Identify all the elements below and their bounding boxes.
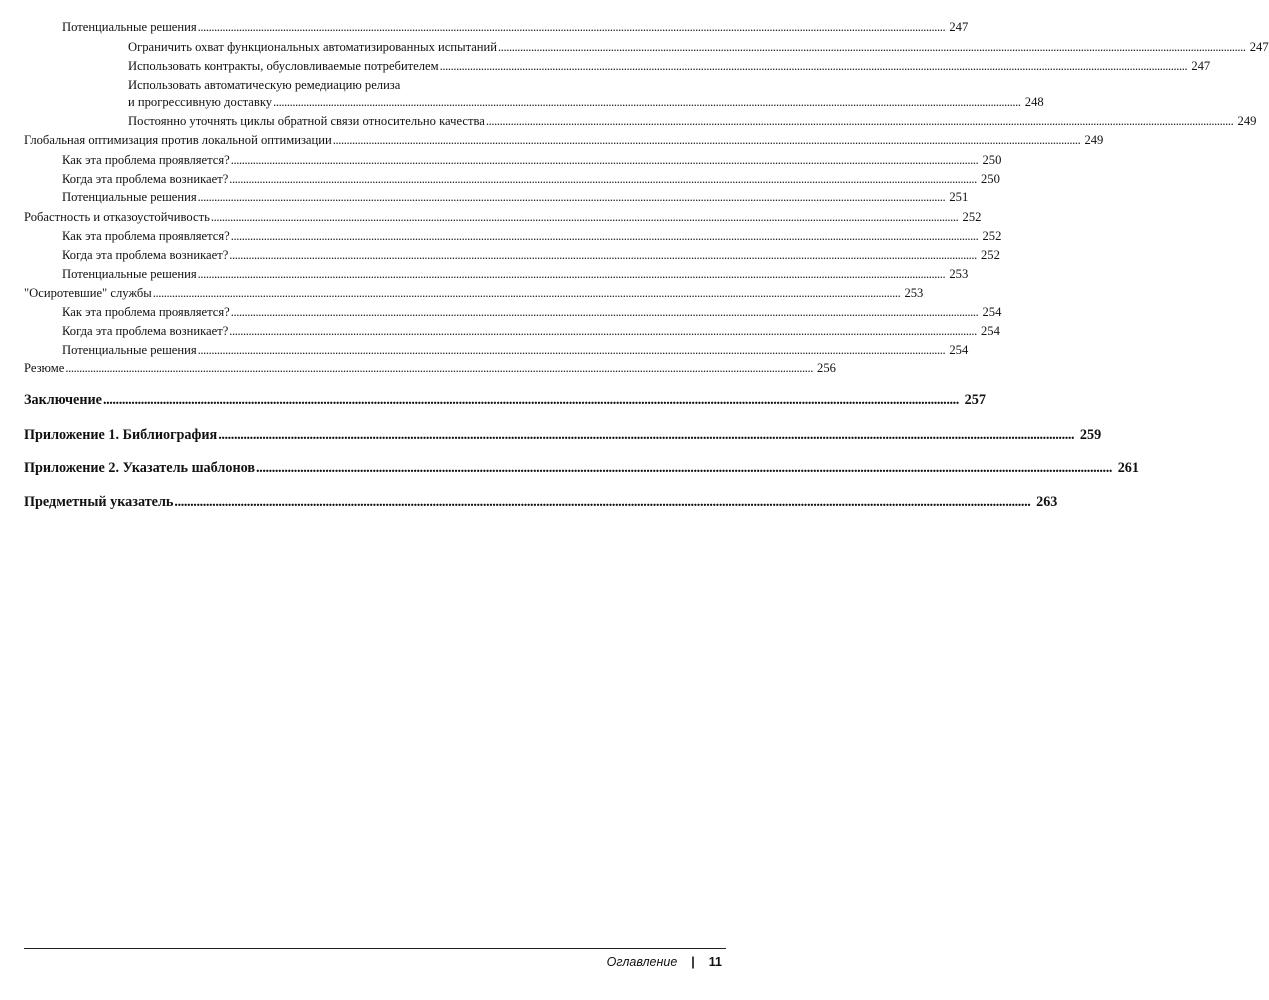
toc-entry — [24, 132, 1104, 148]
toc-entry-page: 250 — [980, 172, 1000, 186]
toc-entry — [24, 209, 982, 225]
toc-entry — [62, 323, 1000, 339]
toc-entry-title-line: Использовать автоматическую ремедиацию релиза — [128, 78, 401, 92]
leader-dots — [231, 152, 979, 168]
toc-entry-title: Потенциальные решения — [62, 343, 197, 357]
leader-dots — [229, 171, 977, 187]
leader-dots — [198, 19, 946, 35]
toc-entry-page: 254 — [982, 305, 1002, 319]
toc-entry-title: Робастность и отказоустойчивость — [24, 210, 210, 224]
leader-dots — [333, 132, 1081, 148]
leader-dots — [103, 391, 959, 409]
toc-entry-page: 252 — [980, 248, 1000, 262]
leader-dots — [198, 342, 946, 358]
toc-entry-page: 259 — [1079, 427, 1102, 443]
leader-dots — [256, 459, 1112, 477]
toc-entry-title: Потенциальные решения — [62, 267, 197, 281]
toc-entry-page: 249 — [1237, 114, 1257, 128]
toc-entry — [62, 19, 969, 35]
toc-entry-page: 253 — [949, 267, 969, 281]
toc-entry-page: 254 — [949, 343, 969, 357]
leader-dots — [211, 209, 959, 225]
toc-entry — [128, 113, 1257, 129]
toc-entry-page: 254 — [980, 324, 1000, 338]
toc-entry-title: Как эта проблема проявляется? — [62, 305, 230, 319]
toc-entry-title: Приложение 2. Указатель шаблонов — [24, 460, 256, 476]
leader-dots — [153, 285, 901, 301]
toc-entry-page: 247 — [1191, 59, 1211, 73]
leader-dots — [231, 228, 979, 244]
toc-major-entry — [24, 426, 1102, 444]
toc-entry-title: Заключение — [24, 392, 102, 408]
toc-entry-page: 256 — [817, 361, 836, 375]
toc-entry — [62, 189, 969, 205]
toc-entry — [62, 171, 1000, 187]
toc-entry — [128, 94, 1044, 110]
toc-entry-page: 250 — [982, 153, 1002, 167]
toc-entry — [62, 228, 1002, 244]
toc-entry — [128, 39, 1269, 55]
leader-dots — [273, 94, 1021, 110]
toc-entry — [24, 285, 924, 301]
toc-entry — [62, 266, 969, 282]
toc-entry-title: Потенциальные решения — [62, 190, 197, 204]
page-footer — [607, 955, 722, 969]
toc-entry-title: Как эта проблема проявляется? — [62, 229, 230, 243]
toc-entry — [62, 152, 1002, 168]
footer-page-number: 11 — [708, 955, 722, 969]
leader-dots — [218, 426, 1074, 444]
leader-dots — [498, 39, 1246, 55]
leader-dots — [198, 266, 946, 282]
toc-entry — [24, 360, 836, 376]
toc-entry-title: Когда эта проблема возникает? — [62, 172, 229, 186]
toc-entry-title: и прогрессивную доставку — [128, 95, 273, 109]
toc-entry-page: 252 — [962, 210, 982, 224]
toc-entry-page: 247 — [949, 20, 969, 34]
toc-entry-title: Когда эта проблема возникает? — [62, 324, 229, 338]
leader-dots — [198, 189, 946, 205]
toc-entry-page: 249 — [1084, 133, 1104, 147]
toc-entry — [62, 247, 1000, 263]
leader-dots — [65, 360, 813, 376]
toc-entry — [62, 342, 969, 358]
toc-entry — [128, 58, 1211, 74]
toc-entry-page: 252 — [982, 229, 1002, 243]
footer-rule — [24, 948, 726, 949]
toc-entry — [62, 304, 1002, 320]
toc-entry-page: 253 — [904, 286, 924, 300]
toc-entry-title: Использовать контракты, обусловливаемые потребителем — [128, 59, 439, 73]
toc-entry-title: Ограничить охват функциональных автоматизированных испытаний — [128, 40, 498, 54]
toc-entry-page: 263 — [1036, 494, 1058, 510]
toc-entry-title: Приложение 1. Библиография — [24, 427, 218, 443]
toc-entry-page: 247 — [1249, 40, 1269, 54]
footer-section-title: Оглавление — [606, 955, 678, 969]
toc-entry-title: Резюме — [24, 361, 65, 375]
toc-entry-title: "Осиротевшие" службы — [24, 286, 152, 300]
toc-entry-title: Потенциальные решения — [62, 20, 197, 34]
toc-entry-page: 251 — [949, 190, 969, 204]
toc-entry-title: Предметный указатель — [24, 494, 174, 510]
toc-entry-page: 248 — [1024, 95, 1044, 109]
leader-dots — [229, 323, 977, 339]
toc-entry-page: 261 — [1117, 460, 1139, 476]
toc-entry-page: 257 — [964, 392, 986, 408]
toc-major-entry — [24, 459, 1139, 477]
toc-entry-title: Как эта проблема проявляется? — [62, 153, 230, 167]
toc-major-entry — [24, 493, 1058, 511]
footer-separator: | — [691, 955, 695, 969]
toc-entry-title: Постоянно уточнять циклы обратной связи относительно качества — [128, 114, 485, 128]
toc-entry-title: Глобальная оптимизация против локальной оптимизации — [24, 133, 332, 147]
leader-dots — [174, 493, 1030, 511]
toc-entry-title: Когда эта проблема возникает? — [62, 248, 229, 262]
leader-dots — [231, 304, 979, 320]
toc-major-entry — [24, 391, 986, 409]
leader-dots — [229, 247, 977, 263]
leader-dots — [486, 113, 1234, 129]
leader-dots — [440, 58, 1188, 74]
